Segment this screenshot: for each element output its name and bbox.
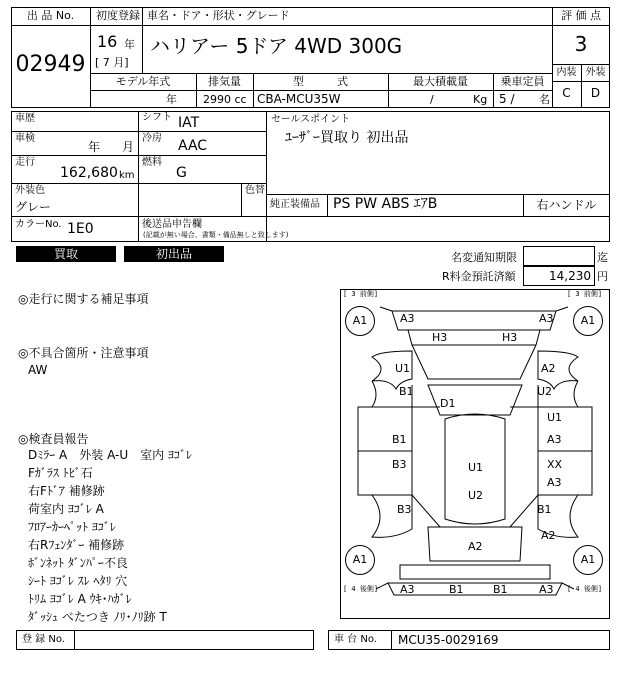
capacity-unit: 名 <box>539 93 550 106</box>
max-load-slash: / <box>430 93 434 106</box>
model-year-label: モデル年式 <box>115 75 171 88</box>
mileage-unit: km <box>119 170 135 181</box>
interior-grade: C <box>562 86 571 100</box>
ac-label: 冷房 <box>142 133 162 144</box>
displacement-value: 2990 cc <box>203 93 247 106</box>
recycle-label: R料金預託済額 <box>442 270 516 283</box>
mark-right-rear-fender-b: B1 <box>537 503 552 516</box>
exterior-color-value: グレー <box>15 200 52 214</box>
mark-roof-u1: U1 <box>468 461 484 474</box>
ac-value: AAC <box>178 138 208 154</box>
shaken-label: 車検 <box>15 133 35 144</box>
fuel-label: 燃料 <box>142 157 162 168</box>
kaitori-tag: 買取 <box>16 246 116 262</box>
color-no-label: カラーNo. <box>15 219 62 230</box>
mark-windshield: D1 <box>440 397 456 410</box>
mark-front-bumper-left: A3 <box>400 312 415 325</box>
mark-headlight-right: H3 <box>502 331 518 344</box>
max-load-label: 最大積載量 <box>413 75 468 88</box>
exterior-color-label: 外装色 <box>15 185 45 196</box>
score-label: 評 価 点 <box>561 9 601 22</box>
mark-left-front-door: B1 <box>392 433 407 446</box>
mark-rear-bumper-1: A3 <box>400 583 415 596</box>
mark-right-rear-door-xx: XX <box>547 458 563 471</box>
tire-front-right: A1 <box>573 306 603 336</box>
inspector-line: ﾀﾞｯｼｭ べたつき ﾉﾘ･ﾉﾘ跡 T <box>28 610 167 624</box>
mark-rear-bumper-4: A3 <box>539 583 554 596</box>
mark-left-front-fender-b: B1 <box>399 385 414 398</box>
mark-roof-u2: U2 <box>468 489 484 502</box>
registration-label: 登 録 No. <box>22 634 65 645</box>
docs-note: (記載が無い場合、書類・備品無しと致します) <box>143 231 289 239</box>
lot-number: 02949 <box>15 52 86 77</box>
chassis-value: MCU35-0029169 <box>398 633 499 647</box>
mark-left-rear-door: B3 <box>392 458 407 471</box>
mark-left-rear-fender: B3 <box>397 503 412 516</box>
docs-label: 後送品申告欄 <box>142 219 202 230</box>
inspector-line: ﾎﾞﾝﾈｯﾄ ﾀﾞﾝﾊﾟｰ不良 <box>28 556 128 570</box>
shift-label: シフト <box>142 112 172 123</box>
lot-label: 出 品 No. <box>26 9 75 22</box>
history-label: 車歴 <box>15 113 35 124</box>
fuel-value: G <box>176 165 187 181</box>
max-load-unit: Kg <box>473 93 488 106</box>
mark-right-front-door-u: U1 <box>547 411 563 424</box>
sales-point-value: ﾕｰｻﾞｰ買取り 初出品 <box>285 130 409 146</box>
inspector-line: ﾄﾘﾑ ﾖｺﾞﾚ A ｳｷ･ﾊｶﾞﾚ <box>28 592 132 606</box>
corner-rear-left: [ 4 後側] <box>343 585 379 593</box>
defects-value: AW <box>28 363 48 377</box>
interior-label: 内装 <box>556 67 577 78</box>
defects-title: ◎不具合箇所・注意事項 <box>18 346 149 360</box>
exterior-grade: D <box>590 86 601 100</box>
vehicle-label: 車名・ドア・形状・グレード <box>147 9 290 22</box>
mark-right-rear-door-a: A3 <box>547 476 562 489</box>
score-value: 3 <box>574 32 588 56</box>
vehicle-name: ハリアー 5ドア 4WD 300G <box>150 34 403 58</box>
recycle-unit: 円 <box>597 270 608 283</box>
model-year-value: 年 <box>166 93 177 106</box>
shift-value: IAT <box>178 115 200 131</box>
registration-year: 16 <box>97 32 118 51</box>
mark-headlight-left: H3 <box>432 331 448 344</box>
model-type-value: CBA-MCU35W <box>257 92 341 106</box>
tire-rear-right: A1 <box>573 545 603 575</box>
mark-left-front-fender-u: U1 <box>395 362 411 375</box>
sales-point-label: セールスポイント <box>271 114 351 125</box>
tire-front-left: A1 <box>345 306 375 336</box>
name-change-box <box>523 246 595 266</box>
mileage-value: 162,680 <box>60 165 118 181</box>
mark-front-bumper-right: A3 <box>539 312 554 325</box>
corner-rear-right: [ 4 後側] <box>567 585 603 593</box>
first-listing-tag: 初出品 <box>124 246 224 262</box>
chassis-label: 車 台 No. <box>334 634 377 645</box>
steering-value: 右ハンドル <box>536 198 597 212</box>
color-no-value: 1E0 <box>67 221 94 237</box>
recycle-value: 14,230 <box>549 269 591 283</box>
car-outline <box>340 289 610 619</box>
mileage-label: 走行 <box>15 157 35 168</box>
registration-month: [ 7 月] <box>95 56 129 69</box>
equipment-label: 純正装備品 <box>270 199 320 210</box>
year-unit: 年 <box>124 38 135 51</box>
inspector-line: ﾌﾛｱｰｶｰﾍﾟｯﾄ ﾖｺﾞﾚ <box>28 520 116 534</box>
equipment-value: PS PW ABS ｴｱB <box>333 196 438 212</box>
mark-rear-bumper-2: B1 <box>449 583 464 596</box>
inspector-line: Fｶﾞﾗｽ ﾄﾋﾞ石 <box>28 466 93 480</box>
name-change-label: 名変通知期限 <box>451 251 517 264</box>
displacement-label: 排気量 <box>208 75 241 88</box>
mark-right-rear-fender-a: A2 <box>541 529 556 542</box>
corner-front-right: [ 3 前側] <box>567 290 603 298</box>
mark-rear-bumper-3: B1 <box>493 583 508 596</box>
shaken-month-unit: 月 <box>122 140 135 154</box>
mark-right-front-door-a: A3 <box>547 433 562 446</box>
first-registration-label: 初度登録 <box>96 9 140 22</box>
inspector-title: ◎検査員報告 <box>18 432 89 446</box>
capacity-label: 乗車定員 <box>500 75 545 88</box>
capacity-value: 5 / <box>499 92 515 106</box>
corner-front-left: [ 3 前側] <box>343 290 379 298</box>
inspector-line: 右Fﾄﾞｱ 補修跡 <box>28 484 105 498</box>
inspector-line: Dﾐﾗｰ A 外装 A-U 室内 ﾖｺﾞﾚ <box>28 448 192 462</box>
inspector-line: 右Rﾌｪﾝﾀﾞｰ 補修跡 <box>28 538 125 552</box>
color-change-label: 色替 <box>245 185 265 196</box>
supplement-title: ◎走行に関する補足事項 <box>18 292 149 306</box>
mark-right-front-fender-a: A2 <box>541 362 556 375</box>
exterior-label: 外装 <box>585 67 606 78</box>
shaken-year-unit: 年 <box>88 140 101 154</box>
model-type-label: 型 式 <box>293 75 348 88</box>
name-change-unit: 迄 <box>597 251 608 264</box>
inspector-line: ｼｰﾄ ﾖｺﾞﾚ ｽﾚ ﾍﾀﾘ 穴 <box>28 574 128 588</box>
tire-rear-left: A1 <box>345 545 375 575</box>
mark-rear-glass: A2 <box>468 540 483 553</box>
mark-right-front-fender-u: U2 <box>537 385 553 398</box>
inspector-line: 荷室内 ﾖｺﾞﾚ A <box>28 502 104 516</box>
